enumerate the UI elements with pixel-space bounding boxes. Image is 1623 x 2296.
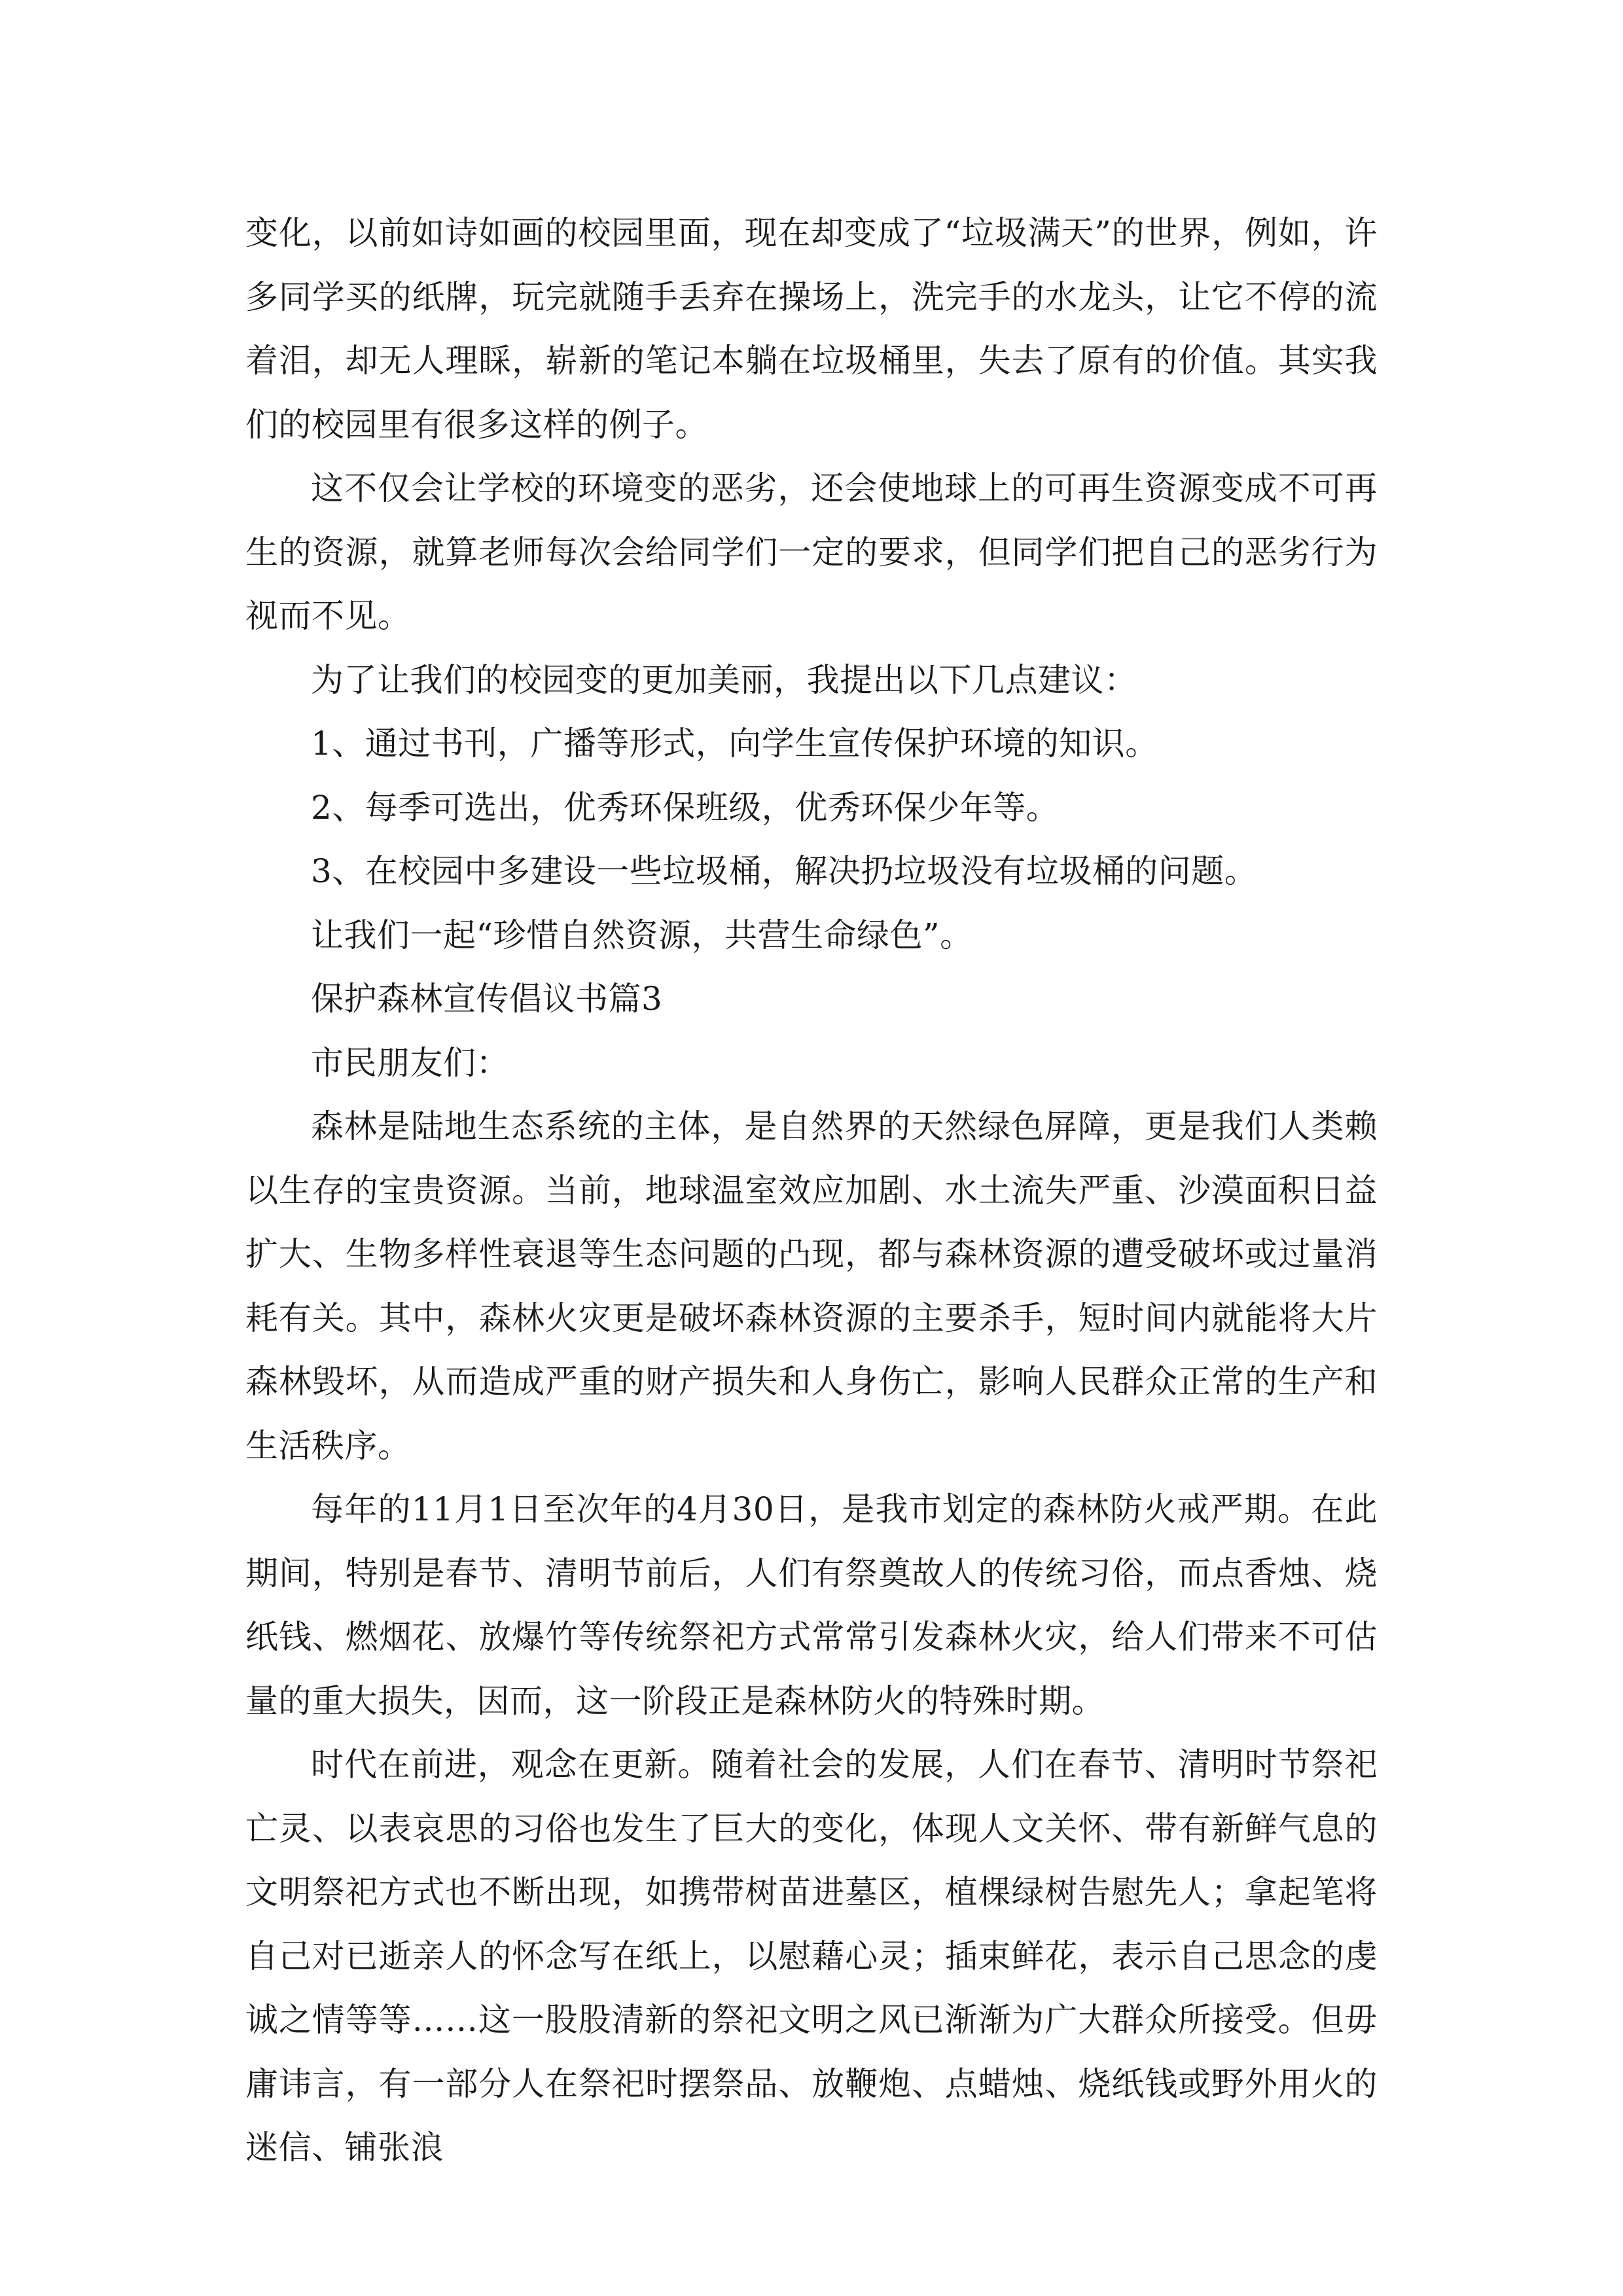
paragraph-3: 为了让我们的校园变的更加美丽，我提出以下几点建议：: [311, 660, 1137, 699]
closing-slogan: 让我们一起“珍惜自然资源，共营生命绿色”。: [311, 916, 973, 954]
paragraph-fire-period: 每年的11月1日至次年的4月30日，是我市划定的森林防火戒严期。在此期间，特别是春节、清明节前后，人们有祭奠故人的传统习俗，而点香烛、烧纸钱、燃烟花、放爆竹等传统祭祀方式常常引发森林火灾，给人们带来不可估量的重大损失，因而，这一阶段正是森林防火的特殊时期。: [245, 1490, 1378, 1720]
salutation: 市民朋友们：: [311, 1043, 509, 1082]
section-title: 保护森林宣传倡议书篇3: [311, 980, 663, 1018]
document-body: [245, 202, 1378, 2180]
paragraph-2: 这不仅会让学校的环境变的恶劣，还会使地球上的可再生资源变成不可再生的资源，就算老师每次会给同学们一定的要求，但同学们把自己的恶劣行为视而不见。: [245, 469, 1378, 635]
paragraph-1: 变化，以前如诗如画的校园里面，现在却变成了“垃圾满天”的世界，例如，许多同学买的纸牌，玩完就随手丢弃在操场上，洗完手的水龙头，让它不停的流着泪，却无人理睬，崭新的笔记本躺在垃圾桶里，失去了原有的价值。其实我们的校园里有很多这样的例子。: [245, 214, 1378, 444]
suggestion-item-3: 3、在校园中多建设一些垃圾桶，解决扔垃圾没有垃圾桶的问题。: [311, 852, 1258, 890]
paragraph-forest-intro: 森林是陆地生态系统的主体，是自然界的天然绿色屏障，更是我们人类赖以生存的宝贵资源。当前，地球温室效应加剧、水土流失严重、沙漠面积日益扩大、生物多样性衰退等生态问题的凸现，都与森林资源的遭受破坏或过量消耗有关。其中，森林火灾更是破坏森林资源的主要杀手，短时间内就能将大片森林毁坏，从而造成严重的财产损失和人身伤亡，影响人民群众正常的生产和生活秩序。: [245, 1107, 1378, 1465]
suggestion-item-1: 1、通过书刊，广播等形式，向学生宣传保护环境的知识。: [311, 725, 1158, 762]
suggestion-item-2: 2、每季可选出，优秀环保班级，优秀环保少年等。: [311, 788, 1060, 827]
paragraph-civilized-rituals: 时代在前进，观念在更新。随着社会的发展，人们在春节、清明时节祭祀亡灵、以表哀思的习俗也发生了巨大的变化，体现人文关怀、带有新鲜气息的文明祭祀方式也不断出现，如携带树苗进墓区，植棵绿树告慰先人；拿起笔将自己对已逝亲人的怀念写在纸上，以慰藉心灵；插束鲜花，表示自己思念的虔诚之情等等……这一股股清新的祭祀文明之风已渐渐为广大群众所接受。但毋庸讳言，有一部分人在祭祀时摆祭品、放鞭炮、点蜡烛、烧纸钱或野外用火的迷信、铺张浪: [245, 1746, 1378, 2166]
